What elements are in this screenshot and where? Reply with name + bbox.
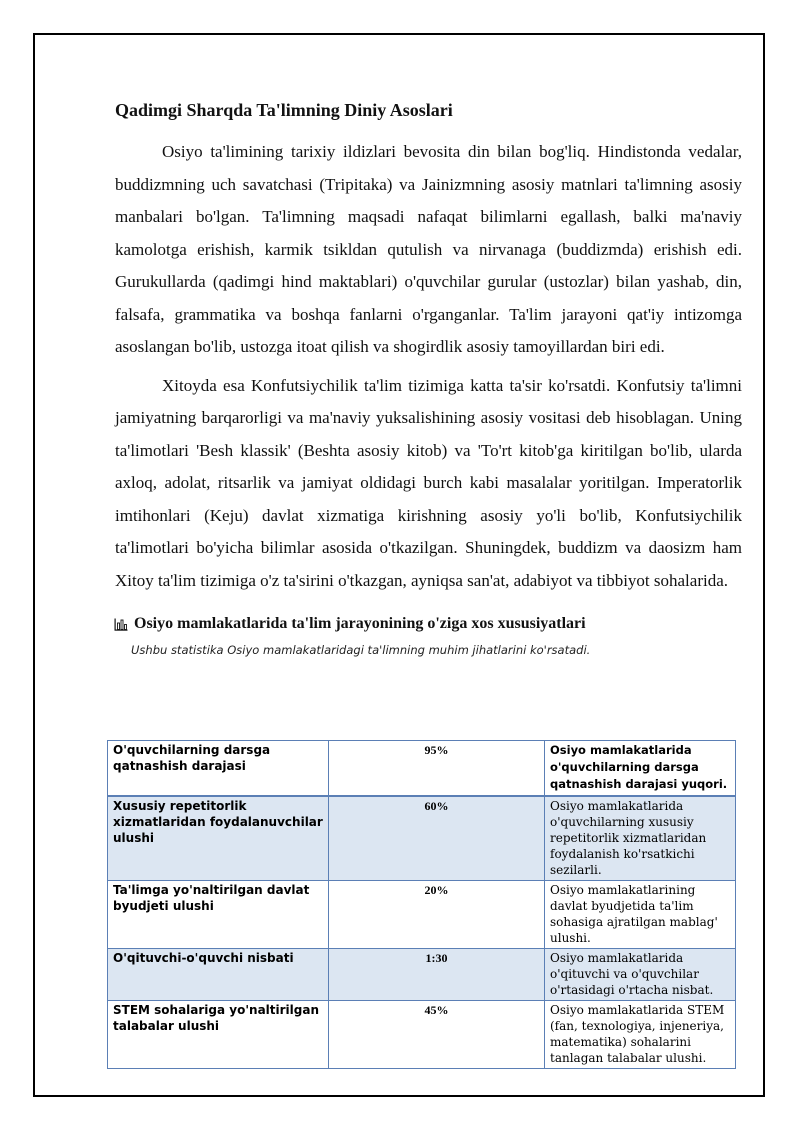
row-note: Osiyo mamlakatlarida o'qituvchi va o'quvchilar o'rtasidagi o'rtacha nisbat. (545, 949, 736, 1001)
statistics-table (107, 740, 736, 1069)
table-row (108, 796, 736, 881)
row-label: STEM sohalariga yo'naltirilgan talabalar ulushi (108, 1001, 329, 1069)
table-row (108, 741, 736, 797)
row-note: Osiyo mamlakatlarining davlat byudjetida ta'lim sohasiga ajratilgan mablag' ulushi. (545, 881, 736, 949)
row-label: O'quvchilarning darsga qatnashish darajasi (108, 741, 329, 797)
paragraph-china: Xitoyda esa Konfutsiychilik ta'lim tizimiga katta ta'sir ko'rsatdi. Konfutsiy ta'limni jamiyatning barqarorligi va ma'naviy yuksalishining asosiy vositasi deb hisoblagan. Uning ta'limotlari 'Besh klassik' (Beshta asosiy kitob) va 'To'rt kitob'ga kiritilgan bo'lib, ularda axloq, adolat, ritsarlik va jamiyat oldidagi burch kabi masalalar yoritilgan. Imperatorlik imtihonlari (Keju) davlat xizmatiga kirishning asosiy yo'li bo'lib, Konfutsiychilik ta'limotlari bo'yicha bilimlar asosida o'tkazilgan. Shuningdek, buddizm va daosizm ham Xitoy ta'lim tizimiga o'z ta'sirini o'tkazgan, ayniqsa san'at, adabiyot va tibbiyot sohalarida. (115, 375, 742, 590)
table-title (114, 613, 742, 635)
table-row (108, 881, 736, 949)
table-title-text: Osiyo mamlakatlarida ta'lim jarayonining o'ziga xos xususiyatlari (134, 615, 586, 632)
row-label: Xususiy repetitorlik xizmatlaridan foydalanuvchilar ulushi (108, 796, 329, 881)
paragraph-india: Osiyo ta'limining tarixiy ildizlari bevosita din bilan bog'liq. Hindistonda vedalar, buddizmning uch savatchasi (Tripitaka) va Jainizmning asosiy matnlari ta'limning asosiy manbalari bo'lgan. Ta'limning maqsadi nafaqat bilimlarni egallash, balki ma'naviy kamolotga erishish, karmik tsikldan qutulish va nirvanaga (buddizmda) erishish edi. Gurukullarda (qadimgi hind maktablari) o'quvchilar gurular (ustozlar) bilan yashab, din, falsafa, grammatika va boshqa fanlarni o'rganganlar. Ta'lim jarayoni qat'iy intizomga asoslangan bo'lib, ustozga itoat qilish va shogirdlik asosiy tamoyillardan biri edi. (115, 142, 742, 356)
table-row (108, 1001, 736, 1069)
row-value: 20% (329, 881, 545, 949)
row-value: 45% (329, 1001, 545, 1069)
row-note: Osiyo mamlakatlarida STEM (fan, texnologiya, injeneriya, matematika) sohalarini tanlagan talabalar ulushi. (545, 1001, 736, 1069)
row-value: 1:30 (329, 949, 545, 1001)
row-note: Osiyo mamlakatlarida o'quvchilarning darsga qatnashish darajasi yuqori. (545, 741, 736, 797)
table-caption: Ushbu statistika Osiyo mamlakatlaridagi ta'limning muhim jihatlarini ko'rsatadi. (131, 643, 591, 657)
row-label: O'qituvchi-o'quvchi nisbati (108, 949, 329, 1001)
table-row (108, 949, 736, 1001)
row-value: 95% (329, 741, 545, 797)
page-title: Qadimgi Sharqda Ta'limning Diniy Asoslari (115, 100, 453, 120)
row-label: Ta'limga yo'naltirilgan davlat byudjeti ulushi (108, 881, 329, 949)
row-value: 60% (329, 796, 545, 881)
bar-chart-icon (114, 618, 128, 631)
row-note: Osiyo mamlakatlarida o'quvchilarning xususiy repetitorlik xizmatlaridan foydalanish ko'rsatkichi sezilarli. (545, 796, 736, 881)
document-body (115, 98, 742, 663)
